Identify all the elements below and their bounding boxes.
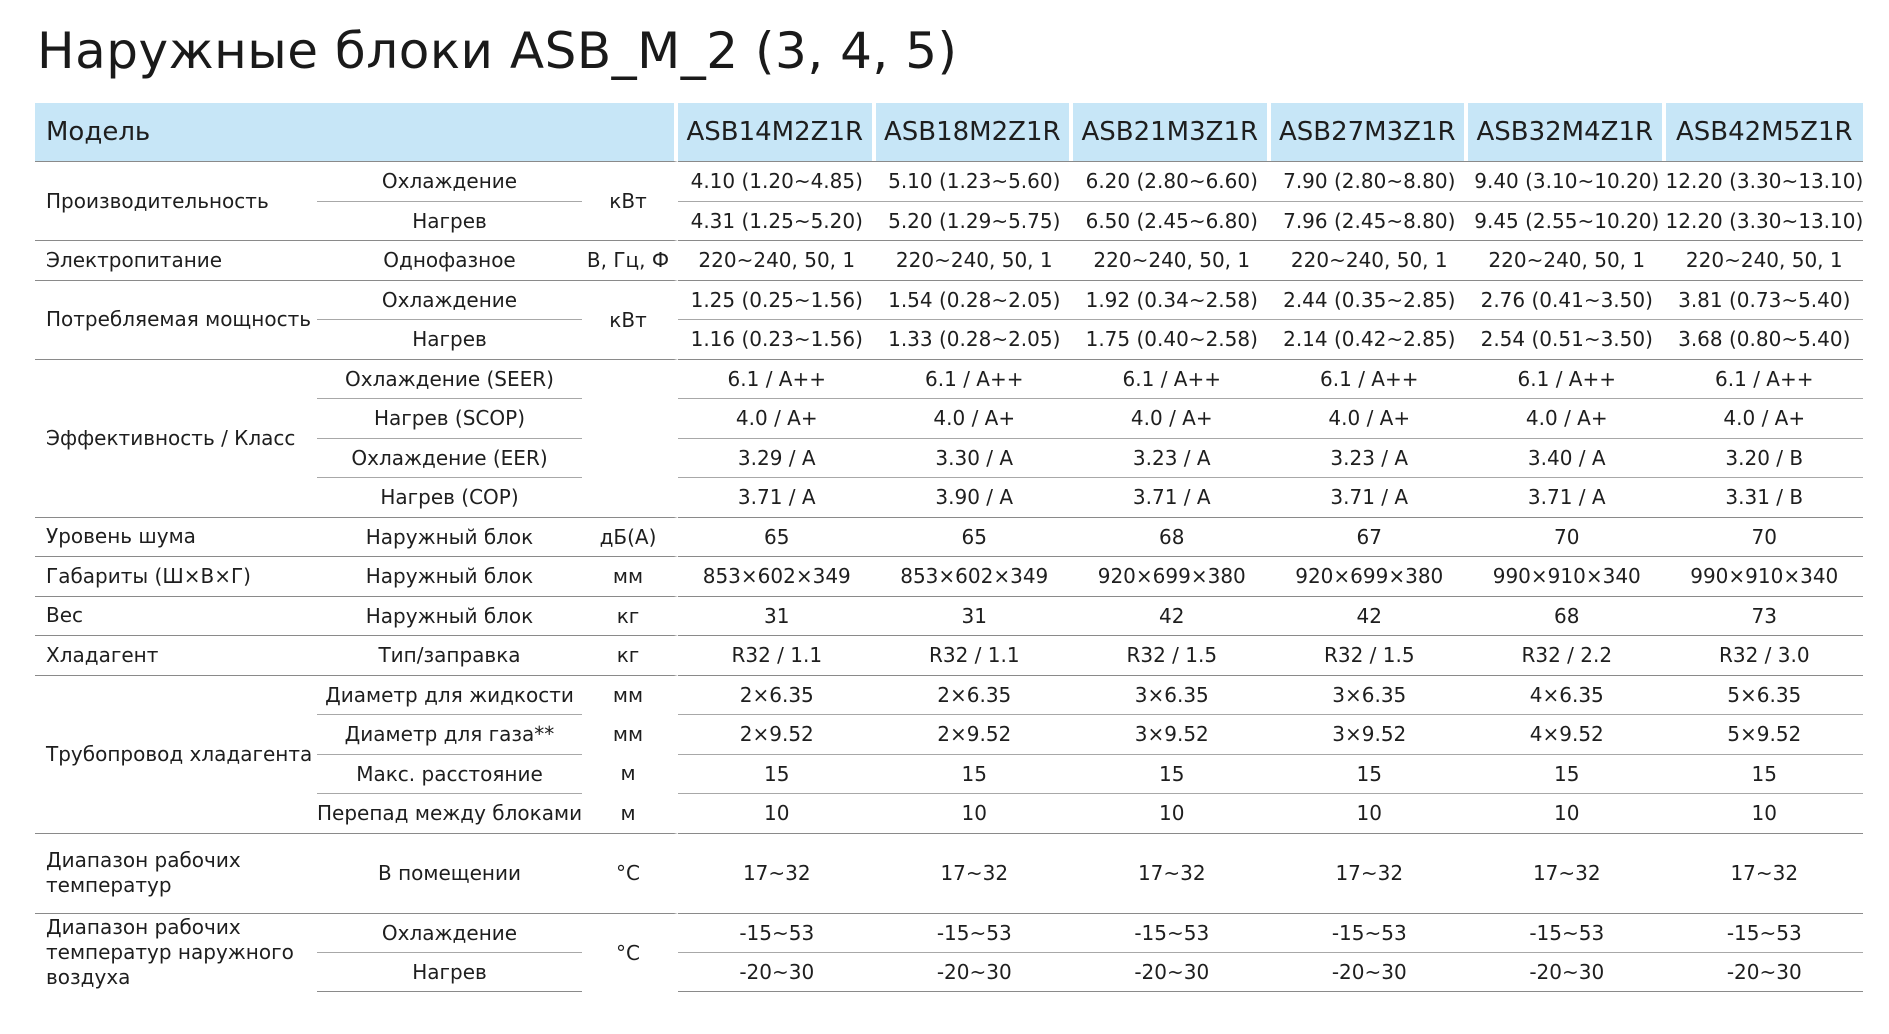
value-cell: 31 <box>876 596 1074 636</box>
value-cell: 853×602×349 <box>678 556 876 596</box>
value-cell: 17~32 <box>1073 833 1271 913</box>
unit-label <box>582 359 678 399</box>
unit-label <box>582 477 678 517</box>
value-cell: R32 / 1.5 <box>1073 635 1271 675</box>
value-cell: -20~30 <box>1271 952 1469 992</box>
value-cell: 4.10 (1.20~4.85) <box>678 161 876 201</box>
unit-label: В, Гц, Ф <box>582 240 678 280</box>
value-cell: -15~53 <box>1271 913 1469 953</box>
value-cell: 1.25 (0.25~1.56) <box>678 280 876 320</box>
value-cell: 2×6.35 <box>678 675 876 715</box>
value-cell: 6.20 (2.80~6.60) <box>1073 161 1271 201</box>
model-header: ASB27M3Z1R <box>1271 103 1469 161</box>
subfeature-label: Нагрев <box>317 952 582 992</box>
subfeature-label: Охлаждение (SEER) <box>317 359 582 399</box>
feature-label: Электропитание <box>35 240 317 280</box>
subfeature-label: Нагрев (COP) <box>317 477 582 517</box>
value-cell: 3.71 / A <box>1271 477 1469 517</box>
value-cell: 3.30 / A <box>876 438 1074 478</box>
model-column-header: Модель <box>35 103 678 161</box>
feature-label: Вес <box>35 596 317 636</box>
value-cell: 6.1 / A++ <box>1468 359 1666 399</box>
value-cell: 73 <box>1666 596 1864 636</box>
subfeature-label: Тип/заправка <box>317 635 582 675</box>
spec-table <box>35 103 1863 992</box>
feature-label: Диапазон рабочих температур наружного воздуха <box>35 913 317 992</box>
value-cell: R32 / 1.5 <box>1271 635 1469 675</box>
value-cell: 920×699×380 <box>1271 556 1469 596</box>
page-title: Наружные блоки ASB_M_2 (3, 4, 5) <box>37 22 958 80</box>
header-row <box>35 103 1863 161</box>
value-cell: 65 <box>678 517 876 557</box>
unit-label: мм <box>582 714 678 754</box>
subfeature-label: Перепад между блоками <box>317 793 582 833</box>
value-cell: 2×6.35 <box>876 675 1074 715</box>
value-cell: 6.1 / A++ <box>678 359 876 399</box>
value-cell: 3.71 / A <box>678 477 876 517</box>
subfeature-label: Охлаждение (EER) <box>317 438 582 478</box>
value-cell: -20~30 <box>876 952 1074 992</box>
value-cell: R32 / 2.2 <box>1468 635 1666 675</box>
value-cell: 220~240, 50, 1 <box>678 240 876 280</box>
value-cell: 4.0 / A+ <box>1271 398 1469 438</box>
unit-label: дБ(А) <box>582 517 678 557</box>
table-row <box>35 913 1863 953</box>
value-cell: -20~30 <box>1666 952 1864 992</box>
value-cell: 6.1 / A++ <box>1073 359 1271 399</box>
subfeature-label: Охлаждение <box>317 913 582 953</box>
value-cell: 220~240, 50, 1 <box>1468 240 1666 280</box>
value-cell: 3.68 (0.80~5.40) <box>1666 319 1864 359</box>
subfeature-label: Наружный блок <box>317 596 582 636</box>
unit-label: м <box>582 793 678 833</box>
subfeature-label: Нагрев (SCOP) <box>317 398 582 438</box>
table-row <box>35 675 1863 715</box>
value-cell: 4.0 / A+ <box>678 398 876 438</box>
unit-label <box>582 438 678 478</box>
unit-label: кг <box>582 596 678 636</box>
feature-label: Уровень шума <box>35 517 317 557</box>
subfeature-label: Нагрев <box>317 201 582 241</box>
value-cell: 2.14 (0.42~2.85) <box>1271 319 1469 359</box>
value-cell: 17~32 <box>876 833 1074 913</box>
table-row <box>35 517 1863 557</box>
value-cell: 2.44 (0.35~2.85) <box>1271 280 1469 320</box>
unit-label: мм <box>582 675 678 715</box>
value-cell: 853×602×349 <box>876 556 1074 596</box>
value-cell: 4×6.35 <box>1468 675 1666 715</box>
value-cell: 6.1 / A++ <box>1666 359 1864 399</box>
value-cell: 42 <box>1271 596 1469 636</box>
value-cell: 70 <box>1666 517 1864 557</box>
value-cell: 10 <box>678 793 876 833</box>
value-cell: 220~240, 50, 1 <box>876 240 1074 280</box>
value-cell: 2×9.52 <box>678 714 876 754</box>
subfeature-label: Наружный блок <box>317 556 582 596</box>
value-cell: 2×9.52 <box>876 714 1074 754</box>
value-cell: 3.29 / A <box>678 438 876 478</box>
unit-label: кг <box>582 635 678 675</box>
value-cell: 3.71 / A <box>1073 477 1271 517</box>
value-cell: 220~240, 50, 1 <box>1073 240 1271 280</box>
value-cell: 3.71 / A <box>1468 477 1666 517</box>
value-cell: 10 <box>1073 793 1271 833</box>
feature-label: Хладагент <box>35 635 317 675</box>
value-cell: 4.0 / A+ <box>876 398 1074 438</box>
feature-label: Габариты (Ш×В×Г) <box>35 556 317 596</box>
model-header: ASB21M3Z1R <box>1073 103 1271 161</box>
value-cell: 5×9.52 <box>1666 714 1864 754</box>
value-cell: 15 <box>1666 754 1864 794</box>
value-cell: 4.0 / A+ <box>1073 398 1271 438</box>
subfeature-label: Наружный блок <box>317 517 582 557</box>
unit-label: м <box>582 754 678 794</box>
value-cell: 10 <box>1666 793 1864 833</box>
feature-label: Потребляемая мощность <box>35 280 317 359</box>
table-row <box>35 161 1863 201</box>
value-cell: 17~32 <box>1271 833 1469 913</box>
unit-label: кВт <box>582 280 678 359</box>
value-cell: 10 <box>876 793 1074 833</box>
value-cell: R32 / 1.1 <box>678 635 876 675</box>
subfeature-label: Охлаждение <box>317 161 582 201</box>
value-cell: -15~53 <box>876 913 1074 953</box>
subfeature-label: Диаметр для газа** <box>317 714 582 754</box>
value-cell: -20~30 <box>678 952 876 992</box>
value-cell: 70 <box>1468 517 1666 557</box>
value-cell: 9.45 (2.55~10.20) <box>1468 201 1666 241</box>
value-cell: 1.16 (0.23~1.56) <box>678 319 876 359</box>
value-cell: 7.90 (2.80~8.80) <box>1271 161 1469 201</box>
value-cell: 220~240, 50, 1 <box>1271 240 1469 280</box>
value-cell: -15~53 <box>678 913 876 953</box>
value-cell: 7.96 (2.45~8.80) <box>1271 201 1469 241</box>
value-cell: 1.75 (0.40~2.58) <box>1073 319 1271 359</box>
model-header: ASB32M4Z1R <box>1468 103 1666 161</box>
value-cell: 6.50 (2.45~6.80) <box>1073 201 1271 241</box>
table-row <box>35 556 1863 596</box>
model-header: ASB14M2Z1R <box>678 103 876 161</box>
subfeature-label: Однофазное <box>317 240 582 280</box>
value-cell: 10 <box>1271 793 1469 833</box>
value-cell: 5×6.35 <box>1666 675 1864 715</box>
value-cell: 15 <box>1468 754 1666 794</box>
unit-label: °C <box>582 913 678 992</box>
subfeature-label: Диаметр для жидкости <box>317 675 582 715</box>
value-cell: 3.31 / B <box>1666 477 1864 517</box>
value-cell: 67 <box>1271 517 1469 557</box>
value-cell: 220~240, 50, 1 <box>1666 240 1864 280</box>
unit-label: кВт <box>582 161 678 240</box>
value-cell: 4.0 / A+ <box>1468 398 1666 438</box>
value-cell: 1.33 (0.28~2.05) <box>876 319 1074 359</box>
subfeature-label: В помещении <box>317 833 582 913</box>
table-row <box>35 596 1863 636</box>
model-header: ASB18M2Z1R <box>876 103 1074 161</box>
value-cell: R32 / 1.1 <box>876 635 1074 675</box>
value-cell: 3×6.35 <box>1271 675 1469 715</box>
value-cell: 68 <box>1468 596 1666 636</box>
value-cell: 9.40 (3.10~10.20) <box>1468 161 1666 201</box>
value-cell: -20~30 <box>1073 952 1271 992</box>
value-cell: 3.23 / A <box>1271 438 1469 478</box>
unit-label <box>582 398 678 438</box>
table-row <box>35 635 1863 675</box>
value-cell: 4×9.52 <box>1468 714 1666 754</box>
value-cell: 15 <box>1073 754 1271 794</box>
table-row <box>35 359 1863 399</box>
feature-label: Диапазон рабочих температур <box>35 833 317 913</box>
value-cell: 12.20 (3.30~13.10) <box>1666 201 1864 241</box>
value-cell: 17~32 <box>678 833 876 913</box>
table-row <box>35 833 1863 913</box>
value-cell: 5.10 (1.23~5.60) <box>876 161 1074 201</box>
subfeature-label: Охлаждение <box>317 280 582 320</box>
unit-label: мм <box>582 556 678 596</box>
value-cell: 4.31 (1.25~5.20) <box>678 201 876 241</box>
subfeature-label: Нагрев <box>317 319 582 359</box>
value-cell: 31 <box>678 596 876 636</box>
value-cell: 6.1 / A++ <box>1271 359 1469 399</box>
value-cell: 3.81 (0.73~5.40) <box>1666 280 1864 320</box>
value-cell: 17~32 <box>1666 833 1864 913</box>
value-cell: R32 / 3.0 <box>1666 635 1864 675</box>
value-cell: 15 <box>1271 754 1469 794</box>
value-cell: -15~53 <box>1666 913 1864 953</box>
value-cell: 4.0 / A+ <box>1666 398 1864 438</box>
value-cell: 42 <box>1073 596 1271 636</box>
subfeature-label: Макс. расстояние <box>317 754 582 794</box>
value-cell: 12.20 (3.30~13.10) <box>1666 161 1864 201</box>
value-cell: 3.20 / B <box>1666 438 1864 478</box>
feature-label: Эффективность / Класс <box>35 359 317 517</box>
value-cell: 17~32 <box>1468 833 1666 913</box>
value-cell: -15~53 <box>1468 913 1666 953</box>
value-cell: 10 <box>1468 793 1666 833</box>
value-cell: 15 <box>876 754 1074 794</box>
value-cell: 3.90 / A <box>876 477 1074 517</box>
table-row <box>35 280 1863 320</box>
feature-label: Производительность <box>35 161 317 240</box>
feature-label: Трубопровод хладагента <box>35 675 317 833</box>
value-cell: 2.76 (0.41~3.50) <box>1468 280 1666 320</box>
table-row <box>35 240 1863 280</box>
value-cell: 3×9.52 <box>1073 714 1271 754</box>
value-cell: 68 <box>1073 517 1271 557</box>
value-cell: 6.1 / A++ <box>876 359 1074 399</box>
unit-label: °C <box>582 833 678 913</box>
value-cell: -20~30 <box>1468 952 1666 992</box>
value-cell: 3.23 / A <box>1073 438 1271 478</box>
value-cell: 65 <box>876 517 1074 557</box>
model-header: ASB42M5Z1R <box>1666 103 1864 161</box>
value-cell: 920×699×380 <box>1073 556 1271 596</box>
value-cell: 5.20 (1.29~5.75) <box>876 201 1074 241</box>
value-cell: 2.54 (0.51~3.50) <box>1468 319 1666 359</box>
value-cell: 15 <box>678 754 876 794</box>
value-cell: 990×910×340 <box>1666 556 1864 596</box>
value-cell: 990×910×340 <box>1468 556 1666 596</box>
value-cell: 1.92 (0.34~2.58) <box>1073 280 1271 320</box>
value-cell: 3.40 / A <box>1468 438 1666 478</box>
value-cell: 3×6.35 <box>1073 675 1271 715</box>
value-cell: 3×9.52 <box>1271 714 1469 754</box>
spec-table-body <box>35 161 1863 992</box>
value-cell: -15~53 <box>1073 913 1271 953</box>
value-cell: 1.54 (0.28~2.05) <box>876 280 1074 320</box>
